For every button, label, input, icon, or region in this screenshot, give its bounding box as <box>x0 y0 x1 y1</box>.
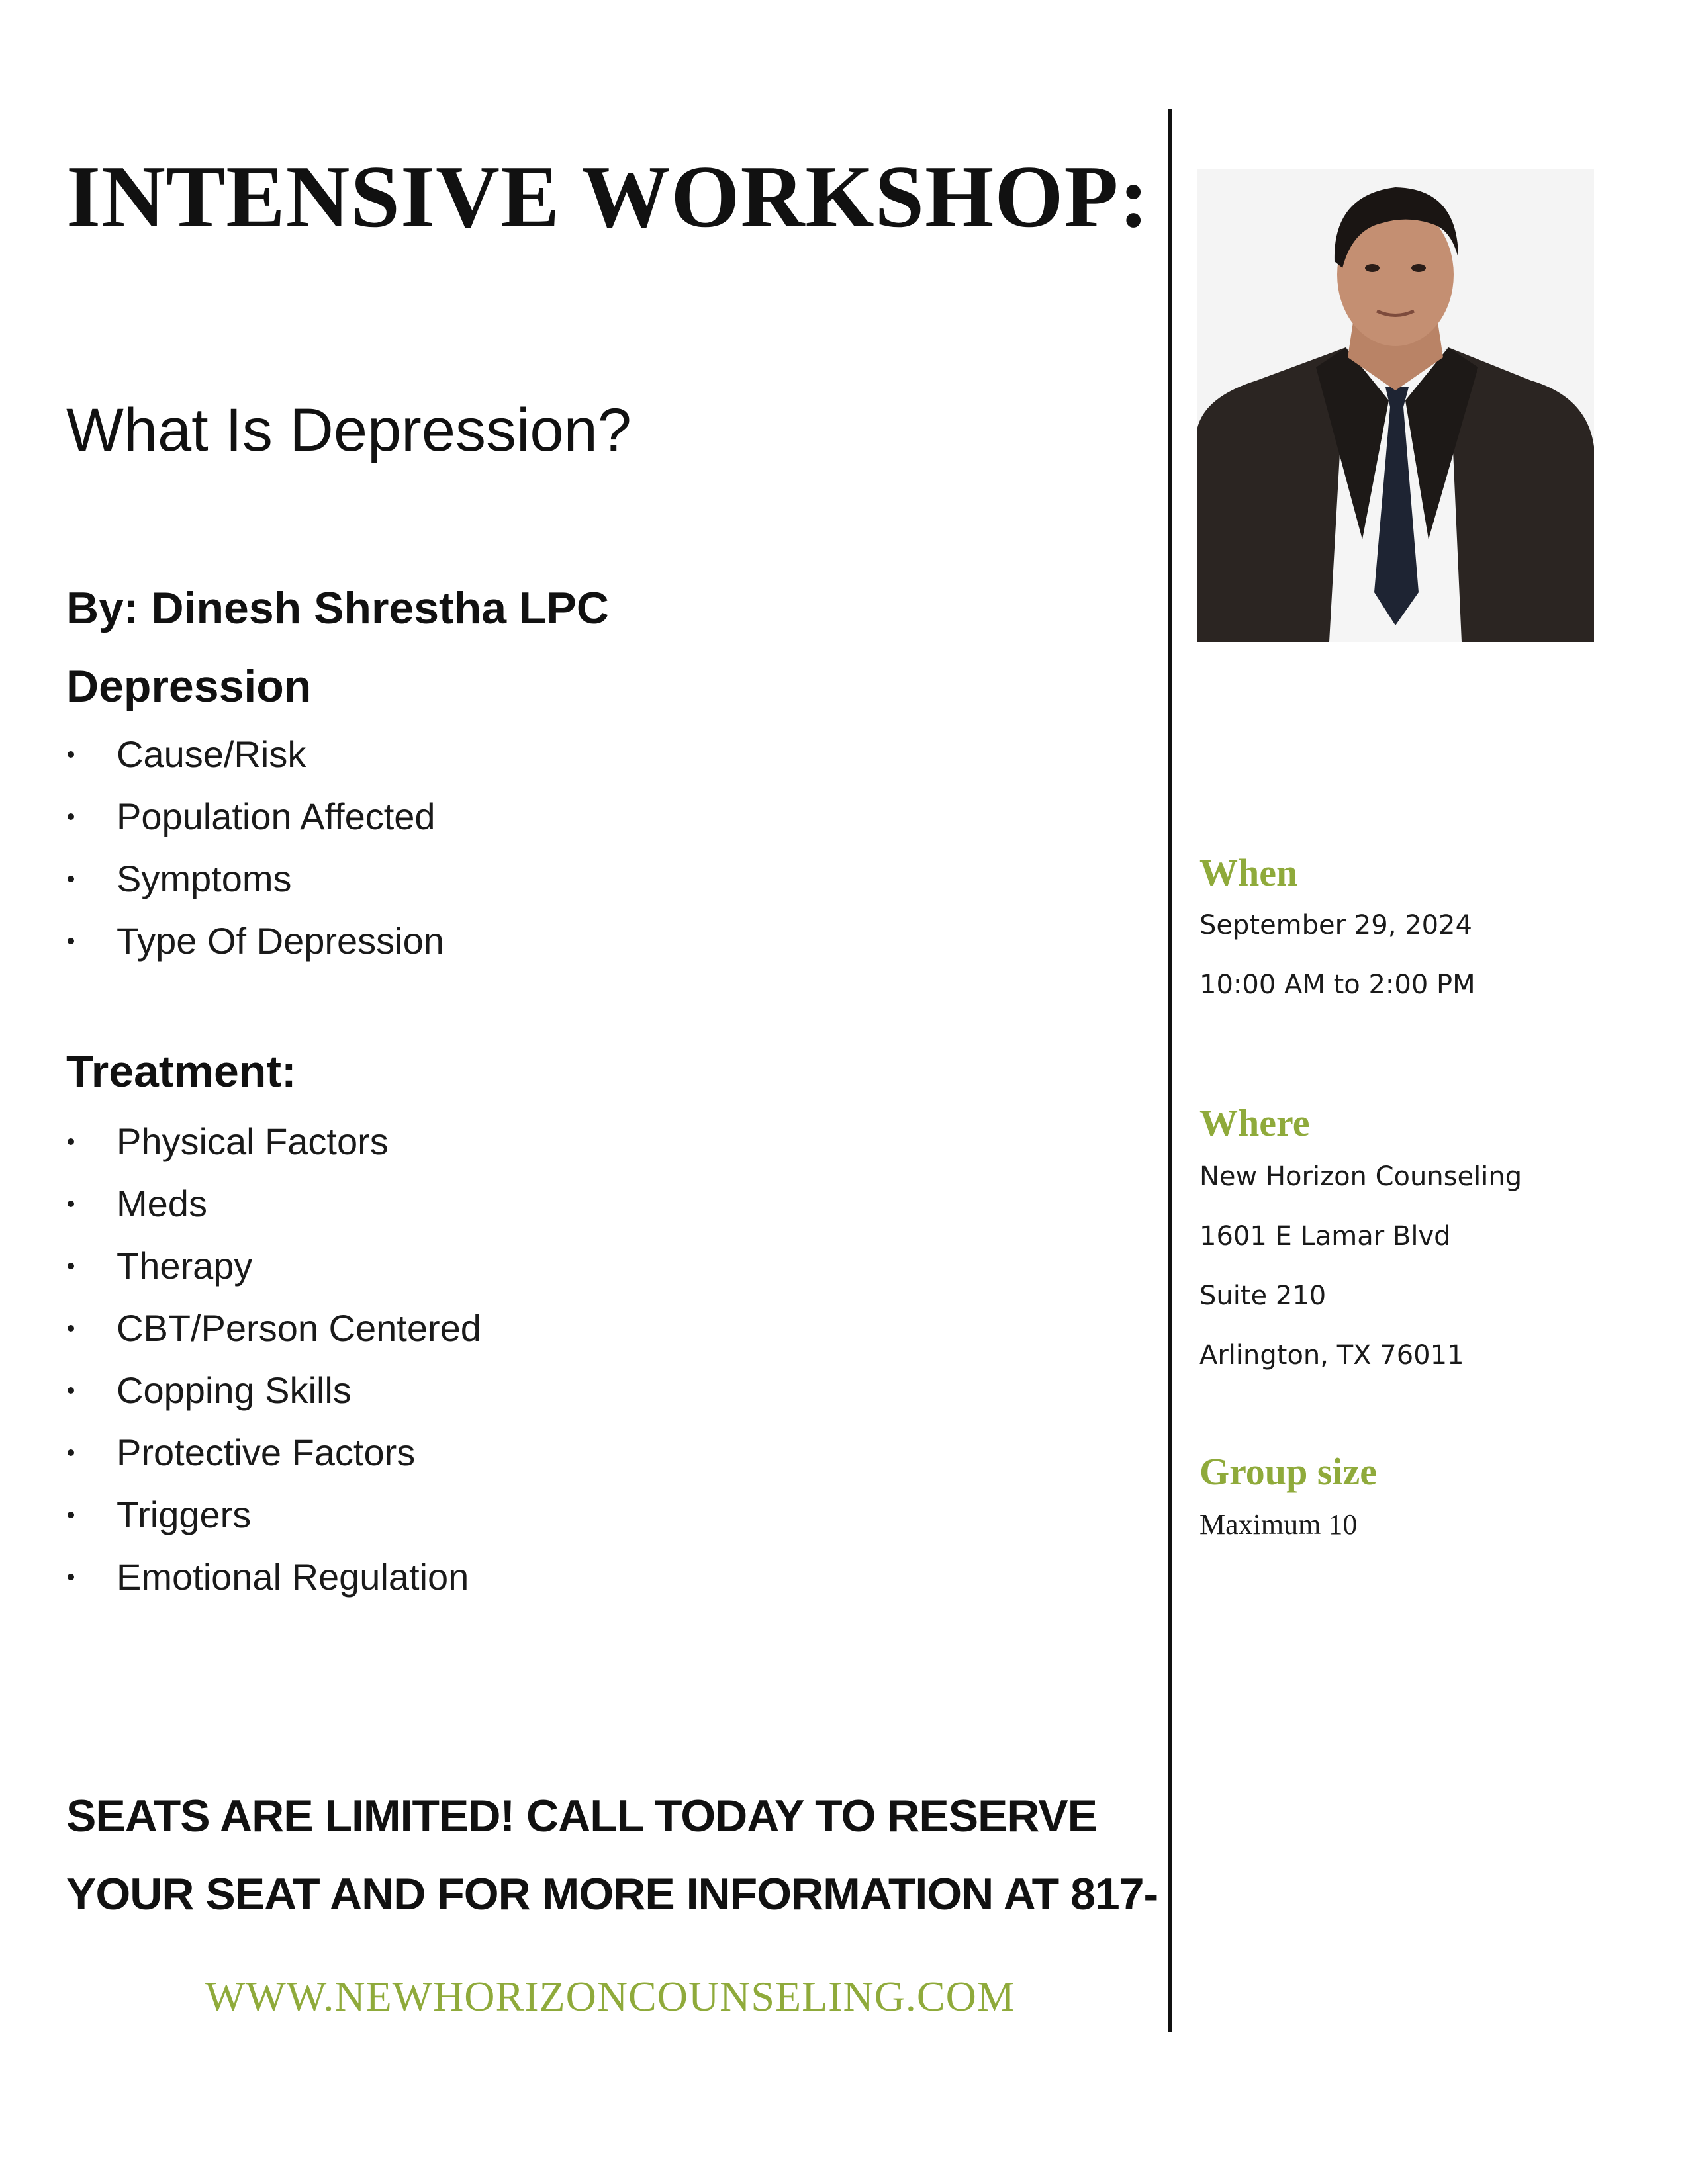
treatment-topic-list <box>66 1118 481 1616</box>
when-heading: When <box>1199 851 1298 894</box>
venue-city: Arlington, TX 76011 <box>1199 1340 1464 1371</box>
group-size-value: Maximum 10 <box>1199 1508 1358 1541</box>
treatment-topic-item-label: Emotional Regulation <box>117 1556 469 1598</box>
bullet-icon <box>68 1449 74 1456</box>
bullet-icon <box>68 1574 74 1580</box>
treatment-topic-item <box>66 1492 481 1554</box>
depression-topic-item-label: Population Affected <box>117 796 436 837</box>
treatment-topic-item-label: CBT/Person Centered <box>117 1307 481 1349</box>
event-time: 10:00 AM to 2:00 PM <box>1199 970 1476 1000</box>
bullet-icon <box>68 1201 74 1207</box>
website-link[interactable]: WWW.NEWHORIZONCOUNSELING.COM <box>205 1973 1015 2020</box>
venue-name: New Horizon Counseling <box>1199 1161 1523 1192</box>
presenter-portrait-icon <box>1197 169 1594 642</box>
workshop-subtitle: What Is Depression? <box>66 396 632 464</box>
depression-topic-item-label: Cause/Risk <box>117 733 306 775</box>
bullet-icon <box>68 1138 74 1145</box>
treatment-heading: Treatment: <box>66 1046 297 1097</box>
bullet-icon <box>68 751 74 758</box>
treatment-topic-item <box>66 1305 481 1367</box>
bullet-icon <box>68 1263 74 1269</box>
treatment-topic-item-label: Protective Factors <box>117 1432 416 1473</box>
bullet-icon <box>68 938 74 944</box>
treatment-topic-item-label: Therapy <box>117 1245 253 1287</box>
depression-topic-item-label: Type Of Depression <box>117 920 444 962</box>
treatment-topic-item-label: Meds <box>117 1183 207 1224</box>
depression-topic-item <box>66 856 444 918</box>
bullet-icon <box>68 1325 74 1332</box>
bullet-icon <box>68 1387 74 1394</box>
event-date: September 29, 2024 <box>1199 910 1472 940</box>
venue-street: 1601 E Lamar Blvd <box>1199 1221 1451 1251</box>
treatment-topic-item <box>66 1118 481 1181</box>
treatment-topic-item <box>66 1243 481 1305</box>
depression-topic-item <box>66 731 444 794</box>
treatment-topic-item-label: Triggers <box>117 1494 252 1535</box>
call-to-action-line-1: SEATS ARE LIMITED! CALL TODAY TO RESERVE <box>66 1791 1098 1841</box>
group-size-heading: Group size <box>1199 1450 1377 1493</box>
bullet-icon <box>68 1512 74 1518</box>
treatment-topic-item <box>66 1430 481 1492</box>
depression-topic-item-label: Symptoms <box>117 858 292 899</box>
treatment-topic-item-label: Physical Factors <box>117 1120 389 1162</box>
workshop-title: INTENSIVE WORKSHOP: <box>66 148 1150 246</box>
treatment-topic-item <box>66 1554 481 1616</box>
depression-heading: Depression <box>66 661 312 711</box>
venue-suite: Suite 210 <box>1199 1281 1327 1311</box>
bullet-icon <box>68 813 74 820</box>
presenter-photo <box>1197 169 1594 642</box>
call-to-action-line-2: YOUR SEAT AND FOR MORE INFORMATION AT 817- <box>66 1869 1158 1919</box>
author-line: By: Dinesh Shrestha LPC <box>66 583 609 633</box>
treatment-topic-item-label: Copping Skills <box>117 1369 352 1411</box>
treatment-topic-item <box>66 1181 481 1243</box>
treatment-topic-item <box>66 1367 481 1430</box>
depression-topic-item <box>66 918 444 980</box>
bullet-icon <box>68 876 74 882</box>
depression-topic-list <box>66 731 444 980</box>
column-divider <box>1168 109 1172 2032</box>
call-to-action <box>66 1777 1158 1933</box>
depression-topic-item <box>66 794 444 856</box>
where-heading: Where <box>1199 1101 1310 1144</box>
